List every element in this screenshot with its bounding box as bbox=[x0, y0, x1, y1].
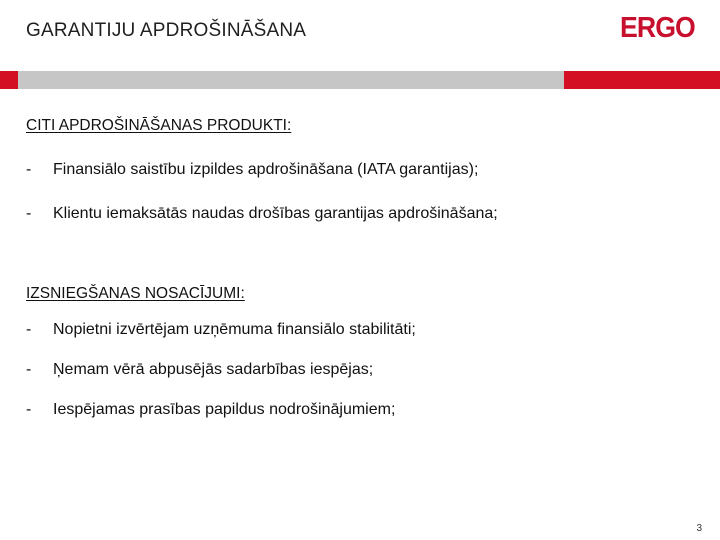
bullet-dash: - bbox=[26, 321, 32, 338]
header-band-gray bbox=[18, 71, 564, 89]
list-item bbox=[26, 161, 478, 179]
bullet-dash: - bbox=[26, 161, 32, 178]
list-item-text: Nopietni izvērtējam uzņēmuma finansiālo stabilitāti; bbox=[53, 321, 416, 338]
list-item bbox=[26, 401, 395, 419]
bullet-dash: - bbox=[26, 401, 32, 418]
section-heading-products: CITI APDROŠINĀŠANAS PRODUKTI: bbox=[26, 117, 292, 134]
header-band-left-accent bbox=[0, 71, 18, 89]
list-item-text: Finansiālo saistību izpildes apdrošināšana (IATA garantijas); bbox=[53, 161, 479, 178]
bullet-dash: - bbox=[26, 205, 32, 222]
list-item-text: Klientu iemaksātās naudas drošības garantijas apdrošināšana; bbox=[53, 205, 498, 222]
list-item-text: Iespējamas prasības papildus nodrošinājumiem; bbox=[53, 401, 396, 418]
section-heading-conditions: IZSNIEGŠANAS NOSACĪJUMI: bbox=[26, 285, 245, 302]
page-number: 3 bbox=[696, 523, 702, 534]
list-item bbox=[26, 321, 416, 339]
ergo-logo: ERGO bbox=[620, 12, 695, 44]
list-item-text: Ņemam vērā abpusējās sadarbības iespējas; bbox=[53, 361, 374, 378]
page-title: GARANTIJU APDROŠINĀŠANA bbox=[26, 20, 307, 41]
bullet-dash: - bbox=[26, 361, 32, 378]
list-item bbox=[26, 361, 373, 379]
list-item bbox=[26, 205, 498, 223]
header-band-right-accent bbox=[564, 71, 720, 89]
